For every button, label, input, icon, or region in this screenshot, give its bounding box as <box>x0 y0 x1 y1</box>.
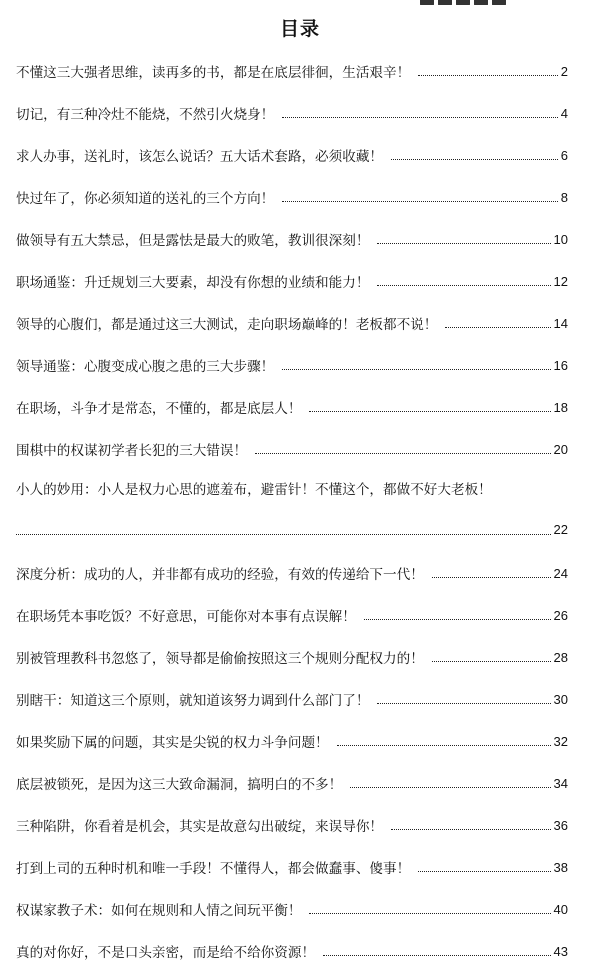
dot-leader <box>309 912 550 914</box>
toc-entry-text: 打到上司的五种时机和唯一手段！不懂得人，都会做蠢事、傻事！ <box>16 861 411 877</box>
toc-entry-page: 10 <box>553 231 568 247</box>
toc-entry-page: 43 <box>553 943 568 959</box>
dot-leader <box>337 744 551 746</box>
toc-entry-text: 领导通鉴：心腹变成心腹之患的三大步骤！ <box>16 359 275 375</box>
toc-entry-text: 快过年了，你必须知道的送礼的三个方向！ <box>16 191 275 207</box>
toc-entry-page: 38 <box>553 859 568 875</box>
toc-entry[interactable] <box>0 552 600 594</box>
toc-entry-text: 小人的妙用：小人是权力心思的遮羞布，避雷针！不懂这个，都做不好大老板！ <box>16 482 492 498</box>
toc-entry-text: 别瞎干：知道这三个原则，就知道该努力调到什么部门了！ <box>16 693 370 709</box>
toc-entry[interactable] <box>0 134 600 176</box>
dot-leader <box>432 660 551 662</box>
toc-entry[interactable] <box>0 636 600 678</box>
toc-entry[interactable] <box>0 428 600 470</box>
toc-entry-text: 别被管理教科书忽悠了，领导都是偷偷按照这三个规则分配权力的！ <box>16 651 424 667</box>
dot-leader <box>377 242 550 244</box>
dot-leader <box>432 576 551 578</box>
dot-leader <box>391 828 551 830</box>
toc-title: 目录 <box>279 18 320 40</box>
toc-entry[interactable] <box>0 302 600 344</box>
toc-entry[interactable] <box>0 344 600 386</box>
dot-leader <box>282 200 557 202</box>
dot-leader <box>282 116 557 118</box>
toc-entry-text: 如果奖励下属的问题，其实是尖锐的权力斗争问题！ <box>16 735 329 751</box>
toc-entry-text: 在职场，斗争才是常态，不懂的，都是底层人！ <box>16 401 302 417</box>
toc-entry-text: 切记，有三种冷灶不能烧，不然引火烧身！ <box>16 107 275 123</box>
toc-entry-page: 16 <box>553 357 568 373</box>
toc-entry-page: 28 <box>553 649 568 665</box>
toc-entry-text: 底层被锁死，是因为这三大致命漏洞，搞明白的不多！ <box>16 777 343 793</box>
dot-leader <box>350 786 550 788</box>
toc-entry[interactable] <box>0 846 600 888</box>
toc-entry-page: 34 <box>553 775 568 791</box>
toc-entry-text: 三种陷阱，你看着是机会，其实是故意勾出破绽，来误导你！ <box>16 819 384 835</box>
toc-entry[interactable] <box>0 888 600 930</box>
dot-leader <box>16 533 551 535</box>
toc-entry-page: 22 <box>553 522 568 537</box>
toc-entry-leader-line <box>16 522 568 537</box>
toc-entry-text: 求人办事，送礼时，该怎么说话？五大话术套路，必须收藏！ <box>16 149 384 165</box>
toc-entry[interactable] <box>0 260 600 302</box>
dot-leader <box>418 870 550 872</box>
toc-entry-text: 不懂这三大强者思维，读再多的书，都是在底层徘徊，生活艰辛！ <box>16 65 411 81</box>
toc-entry-page: 30 <box>553 691 568 707</box>
toc-entry-page: 20 <box>553 441 568 457</box>
toc-entry-text: 深度分析：成功的人，并非都有成功的经验，有效的传递给下一代！ <box>16 567 424 583</box>
toc-entry[interactable] <box>0 930 600 972</box>
toc-entry[interactable] <box>0 92 600 134</box>
toc-entry[interactable] <box>0 804 600 846</box>
toc-entry[interactable] <box>0 386 600 428</box>
toc-entry[interactable] <box>0 218 600 260</box>
toc-entry-page: 12 <box>553 273 568 289</box>
toc-entry-page: 32 <box>553 733 568 749</box>
dot-leader <box>255 452 550 454</box>
toc-entry-text: 做领导有五大禁忌，但是露怯是最大的败笔，教训很深刻！ <box>16 233 370 249</box>
cropped-header-fragment <box>420 0 530 5</box>
toc-entry[interactable] <box>0 762 600 804</box>
toc-entry-page: 4 <box>560 105 568 121</box>
toc-entry[interactable] <box>0 594 600 636</box>
toc-entry-page: 14 <box>553 315 568 331</box>
toc-entry-text: 围棋中的权谋初学者长犯的三大错误！ <box>16 443 248 459</box>
dot-leader <box>282 368 550 370</box>
dot-leader <box>418 74 558 76</box>
toc-entry-text: 在职场凭本事吃饭？不好意思，可能你对本事有点误解！ <box>16 609 356 625</box>
dot-leader <box>377 284 550 286</box>
toc-entry-page: 8 <box>560 189 568 205</box>
toc-entry-text: 真的对你好，不是口头亲密，而是给不给你资源！ <box>16 945 316 961</box>
toc-entry-page: 40 <box>553 901 568 917</box>
toc-entry[interactable] <box>0 176 600 218</box>
dot-leader <box>377 702 550 704</box>
dot-leader <box>364 618 551 620</box>
toc-entry-page: 36 <box>553 817 568 833</box>
toc-entry[interactable] <box>0 678 600 720</box>
toc-entry-page: 18 <box>553 399 568 415</box>
toc-entry-page: 26 <box>553 607 568 623</box>
dot-leader <box>309 410 550 412</box>
toc-entry[interactable] <box>0 470 600 552</box>
toc-entry-page: 6 <box>560 147 568 163</box>
toc-entry[interactable] <box>0 50 600 92</box>
toc-entry-text: 领导的心腹们，都是通过这三大测试，走向职场巅峰的！老板都不说！ <box>16 317 438 333</box>
dot-leader <box>445 326 550 328</box>
toc-entry-page: 24 <box>553 565 568 581</box>
dot-leader <box>391 158 558 160</box>
toc-entry-text: 权谋家教子术：如何在规则和人情之间玩平衡！ <box>16 903 302 919</box>
toc-list <box>0 50 600 972</box>
toc-entry-page: 2 <box>560 63 568 79</box>
toc-entry-text: 职场通鉴：升迁规划三大要素，却没有你想的业绩和能力！ <box>16 275 370 291</box>
toc-entry[interactable] <box>0 720 600 762</box>
dot-leader <box>323 954 550 956</box>
